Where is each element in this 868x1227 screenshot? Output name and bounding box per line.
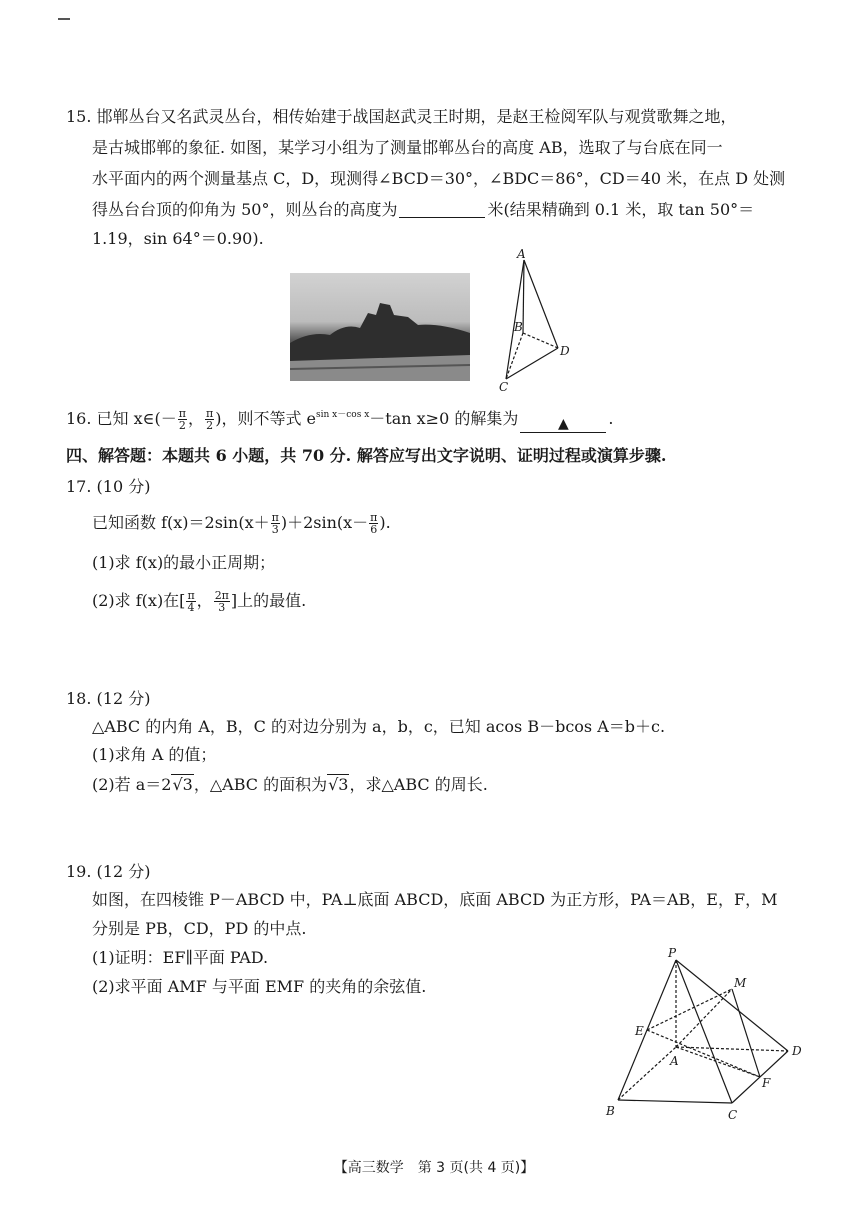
edge-pd <box>676 960 788 1051</box>
label-b: B <box>514 320 523 334</box>
edge-bc <box>506 333 523 379</box>
q16-answer-blank[interactable] <box>520 414 606 433</box>
figure-19-pyramid <box>600 945 810 1125</box>
edge-cd <box>506 348 558 379</box>
q16-text-b: )，则不等式 e <box>215 409 317 428</box>
q16-comma: ， <box>187 409 204 428</box>
q15-line-3: 水平面内的两个测量基点 C，D，现测得∠BCD＝30°，∠BDC＝86°，CD＝40 米，在点 D 处测 <box>92 169 786 188</box>
label-a: A <box>670 1054 679 1068</box>
q15-line-1: 15. 邯郸丛台又名武灵丛台，相传始建于战国赵武灵王时期，是赵王检阅军队与观赏歌舞之地， <box>66 107 737 126</box>
q16-frac-neg-pi-over-2: $\frac{\pi}{2}$ <box>178 407 186 432</box>
label-f: F <box>762 1076 771 1090</box>
q15-line-4 <box>92 199 832 221</box>
q18-part-1: (1)求角 A 的值； <box>92 745 217 764</box>
label-a: A <box>517 247 526 261</box>
q15-line-5: 1.19，sin 64°＝0.90). <box>92 229 264 248</box>
q15-line-4-text-a: 得丛台台顶的仰角为 50°，则丛台的高度为 <box>92 200 398 219</box>
label-d: D <box>560 344 570 358</box>
edge-ad <box>524 260 558 348</box>
q17-frac-2pi-over-3: $\frac{2\pi}{3}$ <box>214 589 229 614</box>
q19-heading: 19. (12 分) <box>66 862 151 881</box>
label-c: C <box>728 1108 738 1122</box>
segment-mf <box>732 989 760 1077</box>
q19-part-2: (2)求平面 AMF 与平面 EMF 的夹角的余弦值. <box>92 977 427 996</box>
sqrt-3: √3 <box>172 775 193 794</box>
sqrt-3-area: √3 <box>328 775 349 794</box>
q18-heading: 18. (12 分) <box>66 689 151 708</box>
q18-part-2: (2)若 a＝2√3，△ABC 的面积为√3，求△ABC 的周长. <box>92 775 488 794</box>
answer-triangle-marker: ▲ <box>557 416 569 432</box>
label-c: C <box>499 380 509 394</box>
q15-line-2: 是古城邯郸的象征. 如图，某学习小组为了测量邯郸丛台的高度 AB，选取了与台底在同一 <box>92 138 723 157</box>
segment-am <box>676 989 732 1047</box>
edge-ab <box>523 260 524 333</box>
edge-pc <box>676 960 732 1103</box>
q16-line: 16. 已知 x∈(－ $\frac{\pi}{2}$ ， $\frac{\pi}{2}$ )，则不等式 $e^{sin x-cos x}-\tan$ x≥0 的解集为 ▲ . <box>66 407 614 432</box>
q15-answer-blank[interactable] <box>399 201 485 218</box>
q19-given-1: 如图，在四棱锥 P－ABCD 中，PA⊥底面 ABCD，底面 ABCD 为正方形，PA＝AB，E，F，M <box>92 890 778 909</box>
q16-frac-pi-over-2: $\frac{\pi}{2}$ <box>205 407 214 432</box>
q17-frac-pi-over-6: $\frac{\pi}{6}$ <box>370 511 378 536</box>
congtai-photo-silhouette <box>290 273 470 381</box>
edge-bc <box>618 1100 732 1103</box>
label-p: P <box>668 946 677 960</box>
q17-part-1: (1)求 f(x)的最小正周期； <box>92 553 276 572</box>
scan-mark <box>58 18 70 20</box>
edge-ab <box>618 1047 676 1100</box>
label-b: B <box>606 1104 615 1118</box>
q16-text-c: －tan x≥0 的解集为 <box>369 409 519 428</box>
label-d: D <box>792 1044 802 1058</box>
edge-ad <box>676 1047 788 1051</box>
page-footer: 【高三数学 第 3 页(共 4 页)】 <box>333 1160 535 1176</box>
q17-frac-pi-over-3: $\frac{\pi}{3}$ <box>271 511 279 536</box>
q19-given-2: 分别是 PB，CD，PD 的中点. <box>92 919 307 938</box>
section-4-heading: 四、解答题：本题共 6 小题，共 70 分. 解答应写出文字说明、证明过程或演算步骤. <box>66 446 667 465</box>
q17-heading: 17. (10 分) <box>66 477 151 496</box>
q15-line-4-text-b: 米(结果精确到 0.1 米，取 tan 50°＝ <box>487 200 755 219</box>
congtai-photo <box>290 273 470 381</box>
figure-15-tetrahedron <box>490 245 580 395</box>
segment-ef <box>647 1030 760 1077</box>
q19-part-1: (1)证明：EF∥平面 PAD. <box>92 948 269 967</box>
label-e: E <box>635 1024 644 1038</box>
label-m: M <box>734 976 747 990</box>
q16-exponent: sin x－cos x <box>316 410 370 420</box>
segment-af <box>676 1047 760 1077</box>
q18-given: △ABC 的内角 A，B，C 的对边分别为 a，b，c，已知 acos B－bcos A＝b＋c. <box>92 717 666 736</box>
q16-text-a: 16. 已知 x∈(－ <box>66 409 177 428</box>
q17-frac-pi-over-4: $\frac{\pi}{4}$ <box>187 589 195 614</box>
q17-part-2: (2)求 f(x)在[ $\frac{\pi}{4}$ ， $\frac{2\pi}{3}$ ]上的最值. <box>92 589 307 614</box>
q17-given: 已知函数 f(x)＝2sin(x＋ $\frac{\pi}{3}$ )＋2sin(x－ $\frac{\pi}{6}$ ). <box>92 511 391 536</box>
